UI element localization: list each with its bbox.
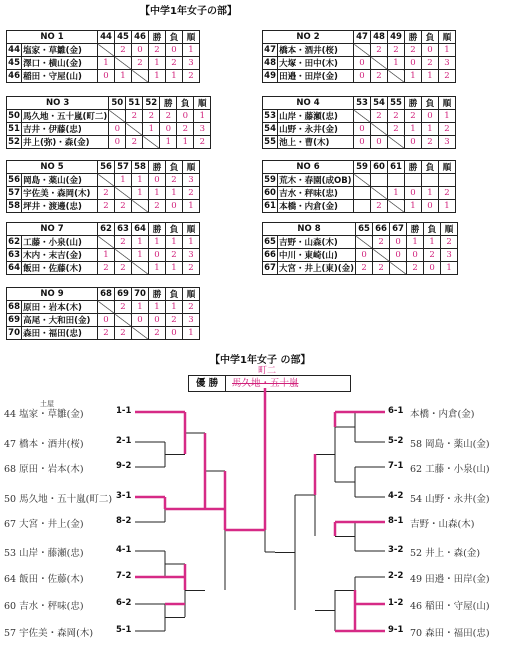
bracket-left-seed: 1-1 (116, 406, 132, 416)
wins: 1 (405, 70, 422, 83)
bracket-left-seed: 6-2 (116, 598, 132, 608)
entry-number: 66 (264, 250, 276, 260)
rank-header: 順 (439, 31, 456, 44)
wins: 0 (407, 249, 424, 262)
group-id: NO 5 (7, 161, 98, 174)
entry-number: 50 (8, 111, 20, 121)
col-header: 57 (115, 161, 132, 174)
match-result: 2 (388, 110, 405, 123)
col-header: 58 (132, 161, 149, 174)
bracket-right-entry: 49 田邉・田岸(金) (410, 574, 490, 585)
entry-number: 53 (264, 111, 276, 121)
match-result: 0 (354, 123, 371, 136)
match-result: 2 (373, 262, 390, 275)
rank: 1 (183, 200, 200, 213)
entry-name: 木内・末吉(金) (22, 249, 98, 262)
entry-number: 51 (8, 124, 20, 134)
group-id: NO 7 (7, 223, 98, 236)
rank: 2 (441, 236, 458, 249)
match-result: 2 (388, 44, 405, 57)
col-header: 66 (373, 223, 390, 236)
match-result: 0 (354, 136, 371, 149)
entry-number: 60 (264, 188, 276, 198)
match-result: 2 (115, 200, 132, 213)
lose-header: 負 (166, 161, 183, 174)
match-result: 0 (98, 314, 115, 327)
wins: 2 (405, 44, 422, 57)
bracket-left-seed: 3-1 (116, 491, 132, 501)
col-header: 51 (126, 97, 143, 110)
wins: 2 (160, 110, 177, 123)
rank-header: 順 (183, 161, 200, 174)
rank-header: 順 (439, 97, 456, 110)
entry-name: 澤口・横山(金) (22, 57, 98, 70)
entry-number: 46 (8, 71, 20, 81)
entry-name: 原田・岩本(木) (22, 301, 98, 314)
match-result: 2 (371, 200, 388, 213)
match-result: 0 (390, 249, 407, 262)
col-header: 47 (354, 31, 371, 44)
losses: 0 (166, 44, 183, 57)
bracket-left-seed: 2-1 (116, 436, 132, 446)
col-header: 53 (354, 97, 371, 110)
entry-number: 64 (8, 263, 20, 273)
wins: 1 (405, 200, 422, 213)
match-result: 1 (98, 249, 115, 262)
bracket-right-seed: 1-2 (388, 598, 404, 608)
losses: 1 (166, 236, 183, 249)
wins: 0 (149, 314, 166, 327)
win-header: 勝 (405, 161, 422, 174)
rank: 2 (194, 136, 211, 149)
entry-name: 岡島・薬山(金) (22, 174, 98, 187)
rank-header: 順 (439, 161, 456, 174)
entry-name: 大宮・井上(東)(金) (278, 262, 356, 275)
losses: 2 (166, 174, 183, 187)
col-header: 62 (98, 223, 115, 236)
wins: 1 (407, 236, 424, 249)
col-header: 64 (132, 223, 149, 236)
rank: 3 (183, 314, 200, 327)
wins: 2 (149, 44, 166, 57)
bracket-left-entry: 47 橋本・酒井(桜) (4, 439, 84, 450)
entry-number: 70 (8, 328, 20, 338)
match-result: 0 (109, 136, 126, 149)
wins: 1 (149, 301, 166, 314)
entry-name: 田邉・田岸(金) (278, 70, 354, 83)
match-result: 2 (98, 327, 115, 340)
champion-note: 町二 (258, 366, 277, 376)
bracket-right-entry: 70 森田・福田(忠) (410, 628, 490, 639)
wins: 2 (405, 110, 422, 123)
wins: 0 (405, 136, 422, 149)
col-header: 70 (132, 288, 149, 301)
rank: 2 (183, 187, 200, 200)
wins: 1 (160, 136, 177, 149)
entry-number: 48 (264, 58, 276, 68)
match-result: 0 (390, 236, 407, 249)
page-title: 【中学1年女子の部】 (140, 6, 237, 17)
col-header: 59 (354, 161, 371, 174)
win-header: 勝 (160, 97, 177, 110)
group-id: NO 4 (263, 97, 354, 110)
wins: 1 (149, 187, 166, 200)
match-result: 2 (356, 262, 373, 275)
losses: 1 (166, 262, 183, 275)
rank: 2 (439, 123, 456, 136)
match-result: 1 (388, 187, 405, 200)
bracket-right-seed: 9-1 (388, 625, 404, 635)
lose-header: 負 (422, 31, 439, 44)
entry-name: 宇佐美・森岡(木) (22, 187, 98, 200)
losses: 1 (177, 136, 194, 149)
entry-name: 工藤・小泉(山) (22, 236, 98, 249)
match-result: 2 (132, 57, 149, 70)
match-result: 0 (132, 314, 149, 327)
bracket-right-seed: 7-1 (388, 461, 404, 471)
lose-header: 負 (422, 97, 439, 110)
wins: 0 (160, 123, 177, 136)
entry-number: 49 (264, 71, 276, 81)
bracket-right-entry: 54 山野・永井(金) (410, 494, 490, 505)
entry-number: 47 (264, 45, 276, 55)
bracket-left-entry: 57 宇佐美・森岡(木) (4, 628, 94, 639)
match-result: 1 (143, 123, 160, 136)
rank: 3 (439, 57, 456, 70)
wins: 1 (149, 70, 166, 83)
entry-number: 63 (8, 250, 20, 260)
rank: 2 (439, 187, 456, 200)
entry-name: 吉井・伊藤(忠) (22, 123, 109, 136)
match-result: 2 (388, 123, 405, 136)
entry-name: 荒木・春園(成OB) (278, 174, 354, 187)
group-id: NO 2 (263, 31, 354, 44)
bracket-right-entry: 52 井上・森(金) (410, 548, 481, 559)
entry-name: 高尾・大和田(金) (22, 314, 98, 327)
rank: 1 (441, 262, 458, 275)
rank-header: 順 (183, 288, 200, 301)
bracket-right-entry: 58 岡島・薬山(金) (410, 439, 490, 450)
entry-number: 59 (264, 175, 276, 185)
rank-header: 順 (183, 223, 200, 236)
bracket-left-entry: 68 原田・岩本(木) (4, 464, 84, 475)
entry-name: 坪井・渡邊(忠) (22, 200, 98, 213)
entry-number: 52 (8, 137, 20, 147)
match-result: 0 (354, 70, 371, 83)
col-header: 56 (98, 161, 115, 174)
losses: 0 (166, 327, 183, 340)
col-header: 68 (98, 288, 115, 301)
col-header: 55 (388, 97, 405, 110)
rank: 3 (441, 249, 458, 262)
bracket-right-seed: 5-2 (388, 436, 404, 446)
lose-header: 負 (424, 223, 441, 236)
bracket-right-seed: 2-2 (388, 571, 404, 581)
col-header: 50 (109, 97, 126, 110)
rank: 1 (183, 327, 200, 340)
entry-number: 57 (8, 188, 20, 198)
losses: 0 (177, 110, 194, 123)
win-header: 勝 (149, 31, 166, 44)
win-header: 勝 (149, 288, 166, 301)
match-result: 0 (354, 57, 371, 70)
losses: 1 (422, 187, 439, 200)
match-result: 0 (109, 123, 126, 136)
entry-name: 馬久地・五十嵐(町二) (22, 110, 109, 123)
rank: 1 (183, 44, 200, 57)
entry-name: 山野・永井(金) (278, 123, 354, 136)
match-result: 1 (132, 301, 149, 314)
wins: 1 (149, 236, 166, 249)
match-result: 0 (356, 249, 373, 262)
rank: 1 (194, 110, 211, 123)
wins: 1 (149, 262, 166, 275)
bracket-right-seed: 3-2 (388, 545, 404, 555)
losses: 1 (422, 70, 439, 83)
match-result: 2 (371, 110, 388, 123)
entry-number: 56 (8, 175, 20, 185)
rank: 3 (183, 249, 200, 262)
entry-name: 井上(弥)・森(金) (22, 136, 109, 149)
match-result: 1 (115, 70, 132, 83)
losses: 0 (166, 200, 183, 213)
losses: 1 (422, 123, 439, 136)
col-header: 48 (371, 31, 388, 44)
champion-label: 優 勝 (189, 376, 226, 391)
entry-name: 塩家・草雛(金) (22, 44, 98, 57)
win-header: 勝 (149, 161, 166, 174)
wins: 0 (149, 249, 166, 262)
win-header: 勝 (149, 223, 166, 236)
lose-header: 負 (166, 223, 183, 236)
match-result: 0 (371, 136, 388, 149)
match-result: 1 (132, 249, 149, 262)
bracket-left-entry: 44 塩家・草雛(金) (4, 409, 84, 420)
col-header: 49 (388, 31, 405, 44)
col-header: 60 (371, 161, 388, 174)
match-result: 2 (126, 136, 143, 149)
left-note: 土屋 (40, 400, 54, 408)
rank-header: 順 (441, 223, 458, 236)
losses: 2 (422, 136, 439, 149)
rank: 2 (183, 301, 200, 314)
col-header: 69 (115, 288, 132, 301)
wins: 0 (149, 174, 166, 187)
win-header: 勝 (405, 97, 422, 110)
bracket-right-seed: 8-1 (388, 516, 404, 526)
entry-number: 61 (264, 201, 276, 211)
win-header: 勝 (405, 31, 422, 44)
entry-number: 62 (8, 237, 20, 247)
entry-name: 山岸・藤瀬(忠) (278, 110, 354, 123)
entry-name: 大塚・田中(木) (278, 57, 354, 70)
match-result: 1 (132, 187, 149, 200)
col-header: 44 (98, 31, 115, 44)
entry-number: 55 (264, 137, 276, 147)
bracket-left-seed: 4-1 (116, 545, 132, 555)
match-result: 1 (115, 174, 132, 187)
wins: 2 (407, 262, 424, 275)
match-result: 1 (132, 236, 149, 249)
rank: 2 (439, 70, 456, 83)
bracket-left-entry: 53 山岸・藤瀬(忠) (4, 548, 84, 559)
wins: 2 (149, 200, 166, 213)
entry-number: 44 (8, 45, 20, 55)
bracket-left-entry: 64 飯田・佐藤(木) (4, 574, 84, 585)
match-result: 2 (126, 110, 143, 123)
match-result: 2 (115, 236, 132, 249)
entry-name: 飯田・佐藤(木) (22, 262, 98, 275)
rank: 2 (183, 262, 200, 275)
entry-name: 本橋・内倉(金) (278, 200, 354, 213)
entry-name: 吉野・山森(木) (278, 236, 356, 249)
match-result: 0 (98, 70, 115, 83)
bracket-right-entry: 62 工藤・小泉(山) (410, 464, 490, 475)
bracket-left-entry: 60 吉水・秤味(忠) (4, 601, 84, 612)
wins: 0 (405, 57, 422, 70)
losses: 0 (422, 110, 439, 123)
bracket-left-seed: 5-1 (116, 625, 132, 635)
rank: 3 (194, 123, 211, 136)
losses: 2 (166, 249, 183, 262)
rank: 3 (183, 174, 200, 187)
champion-name: 馬久地・五十嵐 (232, 378, 299, 389)
win-header: 勝 (407, 223, 424, 236)
match-result: 1 (388, 57, 405, 70)
col-header: 45 (115, 31, 132, 44)
rank: 3 (439, 136, 456, 149)
entry-name: 橋本・酒井(桜) (278, 44, 354, 57)
bracket-right-entry: 本橋・内倉(金) (410, 409, 475, 420)
col-header: 46 (132, 31, 149, 44)
bracket-left-entry: 67 大宮・井上(金) (4, 519, 84, 530)
lose-header: 負 (166, 288, 183, 301)
entry-number: 65 (264, 237, 276, 247)
entry-name: 稲田・守屋(山) (22, 70, 98, 83)
match-result: 2 (115, 327, 132, 340)
match-result: 2 (371, 44, 388, 57)
entry-name: 中川・東崎(山) (278, 249, 356, 262)
rank: 1 (183, 236, 200, 249)
wins: 1 (149, 57, 166, 70)
col-header: 67 (390, 223, 407, 236)
match-result: 2 (98, 200, 115, 213)
col-header: 54 (371, 97, 388, 110)
losses: 0 (422, 200, 439, 213)
wins: 1 (405, 123, 422, 136)
match-result: 2 (115, 262, 132, 275)
bracket-left-seed: 9-2 (116, 461, 132, 471)
entry-number: 58 (8, 201, 20, 211)
rank-header: 順 (194, 97, 211, 110)
col-header: 63 (115, 223, 132, 236)
col-header: 52 (143, 97, 160, 110)
match-result: 2 (115, 301, 132, 314)
losses: 2 (177, 123, 194, 136)
losses: 0 (422, 44, 439, 57)
losses: 1 (424, 236, 441, 249)
bracket-right-entry: 46 稲田・守屋(山) (410, 601, 490, 612)
losses: 2 (166, 57, 183, 70)
entry-name: 吉水・秤味(忠) (278, 187, 354, 200)
match-result: 2 (143, 110, 160, 123)
losses: 2 (422, 57, 439, 70)
bracket-left-entry: 50 馬久地・五十嵐(町二) (4, 494, 113, 505)
match-result: 1 (132, 174, 149, 187)
match-result: 2 (371, 70, 388, 83)
lose-header: 負 (166, 31, 183, 44)
entry-number: 68 (8, 302, 20, 312)
col-header: 65 (356, 223, 373, 236)
match-result: 2 (115, 44, 132, 57)
losses: 0 (424, 262, 441, 275)
group-id: NO 6 (263, 161, 354, 174)
wins: 2 (149, 327, 166, 340)
match-result: 1 (98, 57, 115, 70)
rank-header: 順 (183, 31, 200, 44)
entry-number: 45 (8, 58, 20, 68)
entry-name: 池上・曹(木) (278, 136, 354, 149)
losses: 1 (166, 301, 183, 314)
bracket-title: 【中学1年女子 の部】 (210, 355, 311, 366)
rank: 1 (439, 44, 456, 57)
lose-header: 負 (422, 161, 439, 174)
losses: 2 (424, 249, 441, 262)
bracket-left-seed: 7-2 (116, 571, 132, 581)
match-result: 2 (98, 187, 115, 200)
group-id: NO 1 (7, 31, 98, 44)
lose-header: 負 (177, 97, 194, 110)
group-id: NO 3 (7, 97, 109, 110)
group-id: NO 9 (7, 288, 98, 301)
bracket-right-entry: 吉野・山森(木) (410, 519, 475, 530)
losses: 2 (166, 314, 183, 327)
rank: 1 (439, 200, 456, 213)
entry-number: 69 (8, 315, 20, 325)
group-id: NO 8 (263, 223, 356, 236)
wins: 0 (405, 187, 422, 200)
bracket-right-seed: 6-1 (388, 406, 404, 416)
rank: 1 (439, 110, 456, 123)
col-header: 61 (388, 161, 405, 174)
match-result: 2 (98, 262, 115, 275)
losses: 1 (166, 187, 183, 200)
entry-number: 54 (264, 124, 276, 134)
bracket-right-seed: 4-2 (388, 491, 404, 501)
bracket-left-seed: 8-2 (116, 516, 132, 526)
rank: 2 (183, 70, 200, 83)
entry-number: 67 (264, 263, 276, 273)
losses: 1 (166, 70, 183, 83)
match-result: 0 (132, 44, 149, 57)
rank: 3 (183, 57, 200, 70)
match-result: 2 (373, 236, 390, 249)
entry-name: 森田・福田(忠) (22, 327, 98, 340)
